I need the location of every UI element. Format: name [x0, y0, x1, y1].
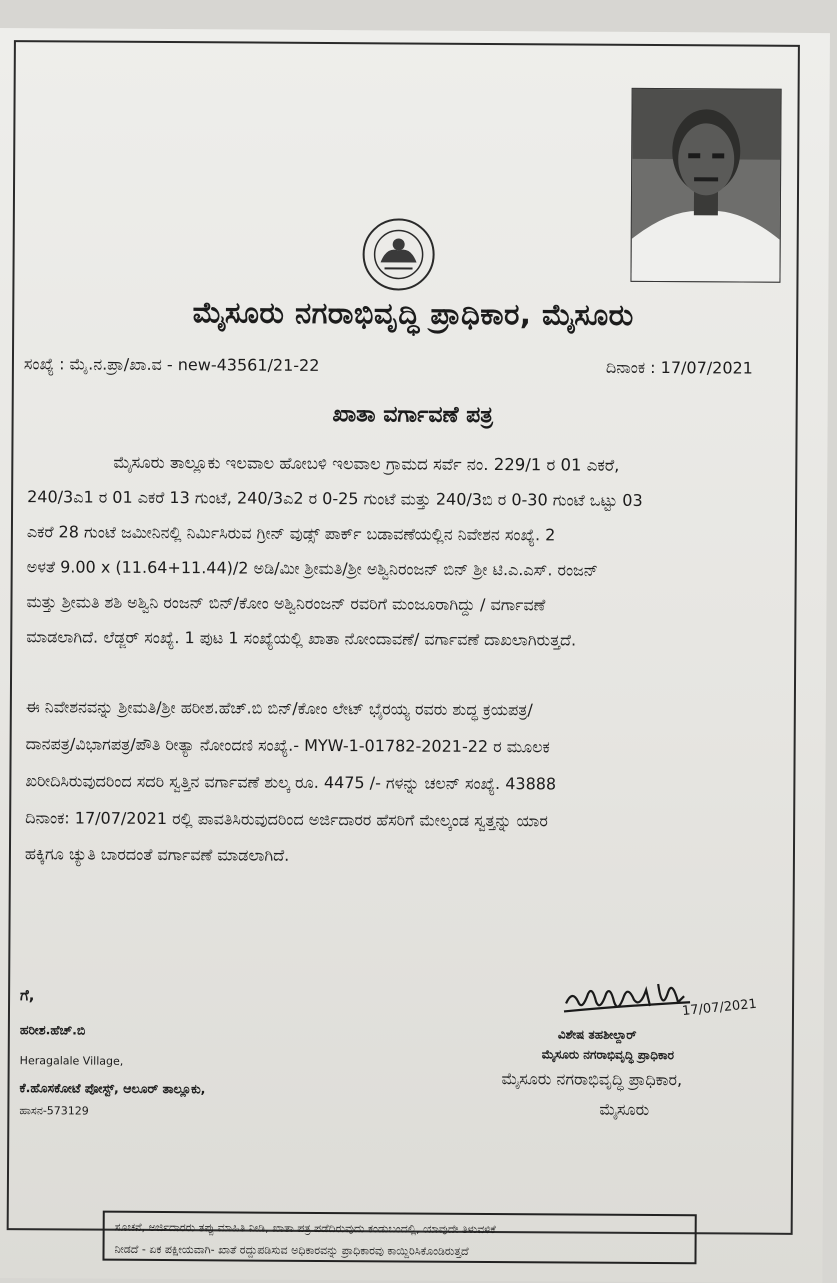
addressee-pin: ಹಾಸನ-573129	[19, 1104, 89, 1118]
addressee-post: ಕೆ.ಹೊಸಕೋಟೆ ಪೋಸ್ಟ್, ಆಲೂರ್ ತಾಲ್ಲೂಕು,	[19, 1080, 206, 1097]
authority-title: ಮೈಸೂರು ನಗರಾಭಿವೃದ್ಧಿ ಪ್ರಾಧಿಕಾರ, ಮೈಸೂರು	[192, 295, 634, 332]
document-subtitle: ಖಾತಾ ವರ್ಗಾವಣೆ ಪತ್ರ	[332, 402, 493, 429]
paragraph-2-line-3: ಖರೀದಿಸಿರುವುದರಿಂದ ಸದರಿ ಸ್ವತ್ತಿನ ವರ್ಗಾವಣೆ ಶುಲ್ಕ ರೂ. 4475 /- ಗಳನ್ನು ಚಲನ್ ಸಂಖ್ಯೆ. 43888	[25, 771, 557, 794]
paragraph-1-line-1: ಮೈಸೂರು ತಾಲ್ಲೂಕು ಇಲವಾಲ ಹೋಬಳಿ ಇಲವಾಲ ಗ್ರಾಮದ ಸರ್ವೆ ನಂ. 229/1 ರ 01 ಎಕರೆ,	[113, 452, 620, 475]
notice-box	[102, 1211, 696, 1265]
person-photo-icon	[631, 89, 780, 282]
document-page	[0, 28, 830, 1283]
paragraph-2-line-2: ದಾನಪತ್ರ/ವಿಭಾಗಪತ್ರ/ಪೌತಿ ರೀತ್ಯಾ ನೋಂದಣಿ ಸಂಖ್ಯೆ.- MYW-1-01782-2021-22 ರ ಮೂಲಕ	[25, 734, 550, 757]
paragraph-2-line-4: ದಿನಾಂಕ: 17/07/2021 ರಲ್ಲಿ ಪಾವತಿಸಿರುವುದರಿಂದ ಅರ್ಜಿದಾರರ ಹೆಸರಿಗೆ ಮೇಲ್ಕಂಡ ಸ್ವತ್ತನ್ನು ಯಾರ	[25, 808, 548, 831]
paragraph-1-line-5: ಮತ್ತು ಶ್ರೀಮತಿ ಶಶಿ ಅಶ್ವಿನಿ ರಂಜನ್ ಬಿನ್/ಕೋಂ ಅಶ್ವಿನಿರಂಜನ್ ರವರಿಗೆ ಮಂಜೂರಾಗಿದ್ದು / ವರ್ಗಾವಣೆ	[26, 592, 546, 615]
signatory-line-2: ಮೈಸೂರು	[599, 1099, 650, 1119]
authority-seal	[360, 216, 436, 292]
applicant-photo	[630, 88, 781, 283]
notice-line-2: ನೀಡದೆ - ಏಕ ಪಕ್ಷೀಯವಾಗಿ- ಖಾತೆ ರದ್ದುಪಡಿಸುವ ಅಧಿಕಾರವನ್ನು ಪ್ರಾಧಿಕಾರವು ಕಾಯ್ದಿರಿಸಿಕೊಂಡಿರುತ್ತದೆ	[114, 1242, 469, 1258]
addressee-name: ಹರೀಶ.ಹೆಚ್.ಬಿ	[19, 1022, 86, 1038]
paragraph-2-line-1: ಈ ನಿವೇಶನವನ್ನು ಶ್ರೀಮತಿ/ಶ್ರೀ ಹರೀಶ.ಹೆಚ್.ಬಿ ಬಿನ್/ಕೋಂ ಲೇಟ್ ಭೈರಯ್ಯ ರವರು ಶುದ್ಧ ಕ್ರಯಪತ್ರ/	[25, 697, 533, 720]
reference-number: ಸಂಖ್ಯೆ : ಮೈ.ನ.ಪ್ರಾ/ಖಾ.ವ - new-43561/21-22	[23, 354, 320, 375]
issue-date: ದಿನಾಂಕ : 17/07/2021	[605, 357, 753, 378]
addressee-village: Heragalale Village,	[19, 1054, 124, 1068]
officer-stamp-line-1: ವಿಶೇಷ ತಹಶೀಲ್ದಾರ್	[557, 1027, 637, 1042]
officer-stamp-line-2: ಮೈಸೂರು ನಗರಾಭಿವೃದ್ಧಿ ಪ್ರಾಧಿಕಾರ	[541, 1047, 675, 1063]
paragraph-2-line-5: ಹಕ್ಕಿಗೂ ಚ್ಯುತಿ ಬಾರದಂತೆ ವರ್ಗಾವಣೆ ಮಾಡಲಾಗಿದೆ.	[24, 844, 290, 865]
signatory-line-1: ಮೈಸೂರು ನಗರಾಭಿವೃದ್ಧಿ ಪ್ರಾಧಿಕಾರ,	[501, 1069, 683, 1090]
signature-date: 17/07/2021	[681, 996, 758, 1020]
paragraph-1-line-6: ಮಾಡಲಾಗಿದೆ. ಲೆಡ್ಜರ್ ಸಂಖ್ಯೆ. 1 ಪುಟ 1 ಸಂಖ್ಯೆಯಲ್ಲಿ ಖಾತಾ ನೋಂದಾವಣೆ/ ವರ್ಗಾವಣೆ ದಾಖಲಾಗಿರುತ್ತದೆ.	[26, 627, 577, 650]
paragraph-1-line-3: ಎಕರೆ 28 ಗುಂಟೆ ಜಮೀನಿನಲ್ಲಿ ನಿರ್ಮಿಸಿರುವ ಗ್ರೀನ್ ವುಡ್ಸ್ ಪಾರ್ಕ್ ಬಡಾವಣೆಯಲ್ಲಿನ ನಿವೇಶನ ಸಂಖ್ಯೆ. 2	[26, 522, 556, 545]
paragraph-1-line-4: ಅಳತೆ 9.00 x (11.64+11.44)/2 ಅಡಿ/ಮೀ ಶ್ರೀಮತಿ/ಶ್ರೀ ಅಶ್ವಿನಿರಂಜನ್ ಬಿನ್ ಶ್ರೀ ಟಿ.ಎ.ಎಸ್. ರಂಜನ್	[26, 557, 598, 580]
notice-line-1: ಸೂಚನೆ, ಅರ್ಜಿದಾರರು ತಪ್ಪು ಮಾಹಿತಿ ನೀಡಿ, ಖಾತಾ ಪತ್ರ ಪಡೆದಿರುವುದು ಕಂಡುಬಂದಲ್ಲಿ, ಯಾವುದೇ ತಿಳುವಳಿಕೆ	[114, 1220, 496, 1237]
paragraph-1-line-2: 240/3ಎ1 ರ 01 ಎಕರೆ 13 ಗುಂಟೆ, 240/3ಎ2 ರ 0-25 ಗುಂಟೆ ಮತ್ತು 240/3ಬಿ ರ 0-30 ಗುಂಟೆ ಒಟ್ಟು 03	[27, 487, 643, 510]
addressee-to: ಗೆ,	[20, 986, 35, 1005]
emblem-seal-icon	[360, 216, 436, 292]
